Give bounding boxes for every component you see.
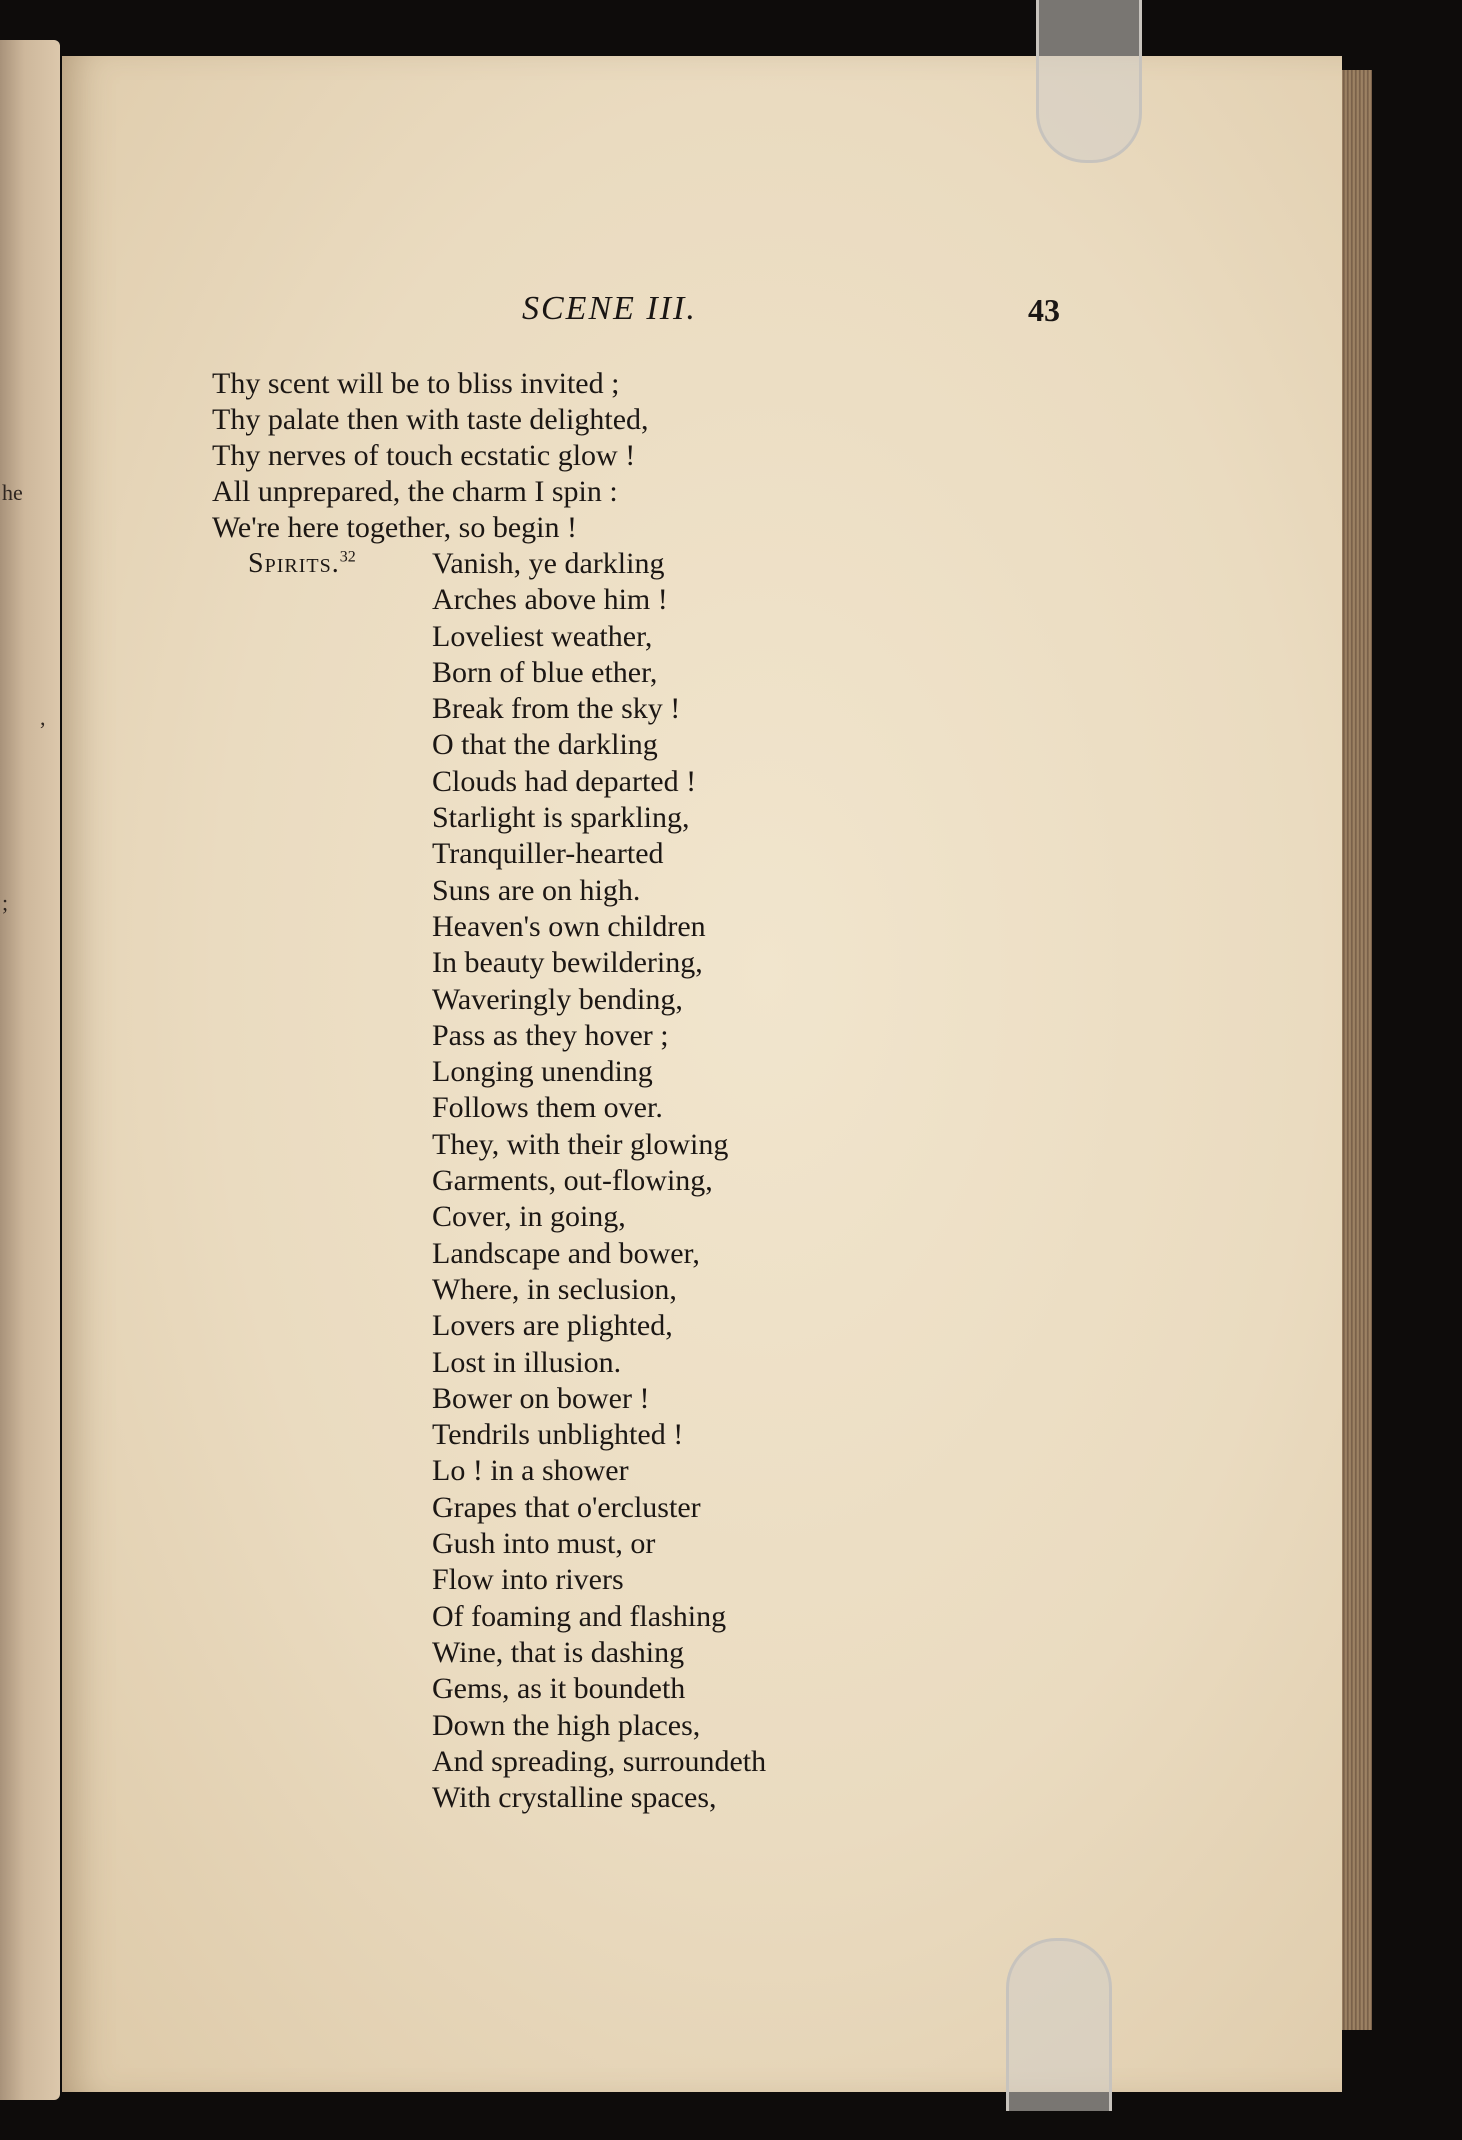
page-number: 43 xyxy=(1028,292,1060,328)
verse-line: Gems, as it boundeth xyxy=(432,1672,686,1706)
verse-line: With crystalline spaces, xyxy=(432,1781,717,1815)
footnote-marker: 32 xyxy=(339,548,356,566)
verse-line: Follows them over. xyxy=(432,1091,663,1125)
verse-line: Tendrils unblighted ! xyxy=(432,1418,684,1452)
verse-line: Garments, out-flowing, xyxy=(432,1164,713,1198)
verse-line: Thy palate then with taste delighted, xyxy=(212,403,649,436)
verse-line: Clouds had departed ! xyxy=(432,764,697,798)
verse-line: Gush into must, or xyxy=(432,1527,656,1561)
verse-line: Flow into rivers xyxy=(432,1563,624,1597)
verse-line: Cover, in going, xyxy=(432,1200,626,1234)
spirits-song xyxy=(432,546,766,1816)
verse-line: Lovers are plighted, xyxy=(432,1309,673,1343)
verse-line: Lost in illusion. xyxy=(432,1345,622,1379)
verse-line: They, with their glowing xyxy=(432,1127,729,1161)
verse-line: Grapes that o'ercluster xyxy=(432,1490,701,1524)
verse-line: Wine, that is dashing xyxy=(432,1635,685,1669)
verse-line: Waveringly bending, xyxy=(432,982,683,1016)
verse-line: Heaven's own children xyxy=(432,909,706,943)
verse-line: Starlight is sparkling, xyxy=(432,801,690,835)
verse-line: Vanish, ye darkling xyxy=(432,547,665,580)
verse-line: Down the high places, xyxy=(432,1708,701,1742)
verse-line: Break from the sky ! xyxy=(432,692,681,726)
page-clip-top xyxy=(1036,0,1142,163)
verse-line: Lo ! in a shower xyxy=(432,1454,629,1488)
verse-line: Born of blue ether, xyxy=(432,655,658,689)
page-clip-bottom xyxy=(1006,1938,1112,2111)
opening-stanza xyxy=(212,366,649,546)
verse-line: Suns are on high. xyxy=(432,873,641,907)
speaker-label xyxy=(248,548,356,580)
verse-line: O that the darkling xyxy=(432,728,658,762)
verse-line: Where, in seclusion, xyxy=(432,1272,677,1306)
verse-line: In beauty bewildering, xyxy=(432,946,703,980)
verse-line: Landscape and bower, xyxy=(432,1236,700,1270)
verse-line: Longing unending xyxy=(432,1055,653,1089)
running-head: SCENE III. xyxy=(522,290,697,327)
facing-page-edge xyxy=(0,40,60,2100)
verse-line: All unprepared, the charm I spin : xyxy=(212,475,618,508)
verse-line: Thy nerves of touch ecstatic glow ! xyxy=(212,439,636,472)
facing-page-fragment: he xyxy=(2,480,23,505)
verse-line: Tranquiller-hearted xyxy=(432,837,664,871)
speaker-name: Spirits. xyxy=(248,548,340,579)
verse-line: Pass as they hover ; xyxy=(432,1018,669,1052)
verse-line: We're here together, so begin ! xyxy=(212,511,577,544)
verse-line: Of foaming and flashing xyxy=(432,1599,727,1633)
facing-page-fragment: , xyxy=(40,705,46,730)
verse-line: Thy scent will be to bliss invited ; xyxy=(212,367,620,400)
verse-line: Loveliest weather, xyxy=(432,619,653,653)
verse-line: And spreading, surroundeth xyxy=(432,1744,767,1778)
verse-line: Arches above him ! xyxy=(432,583,668,617)
verse-line: Bower on bower ! xyxy=(432,1381,650,1415)
facing-page-fragment: ; xyxy=(2,890,9,915)
